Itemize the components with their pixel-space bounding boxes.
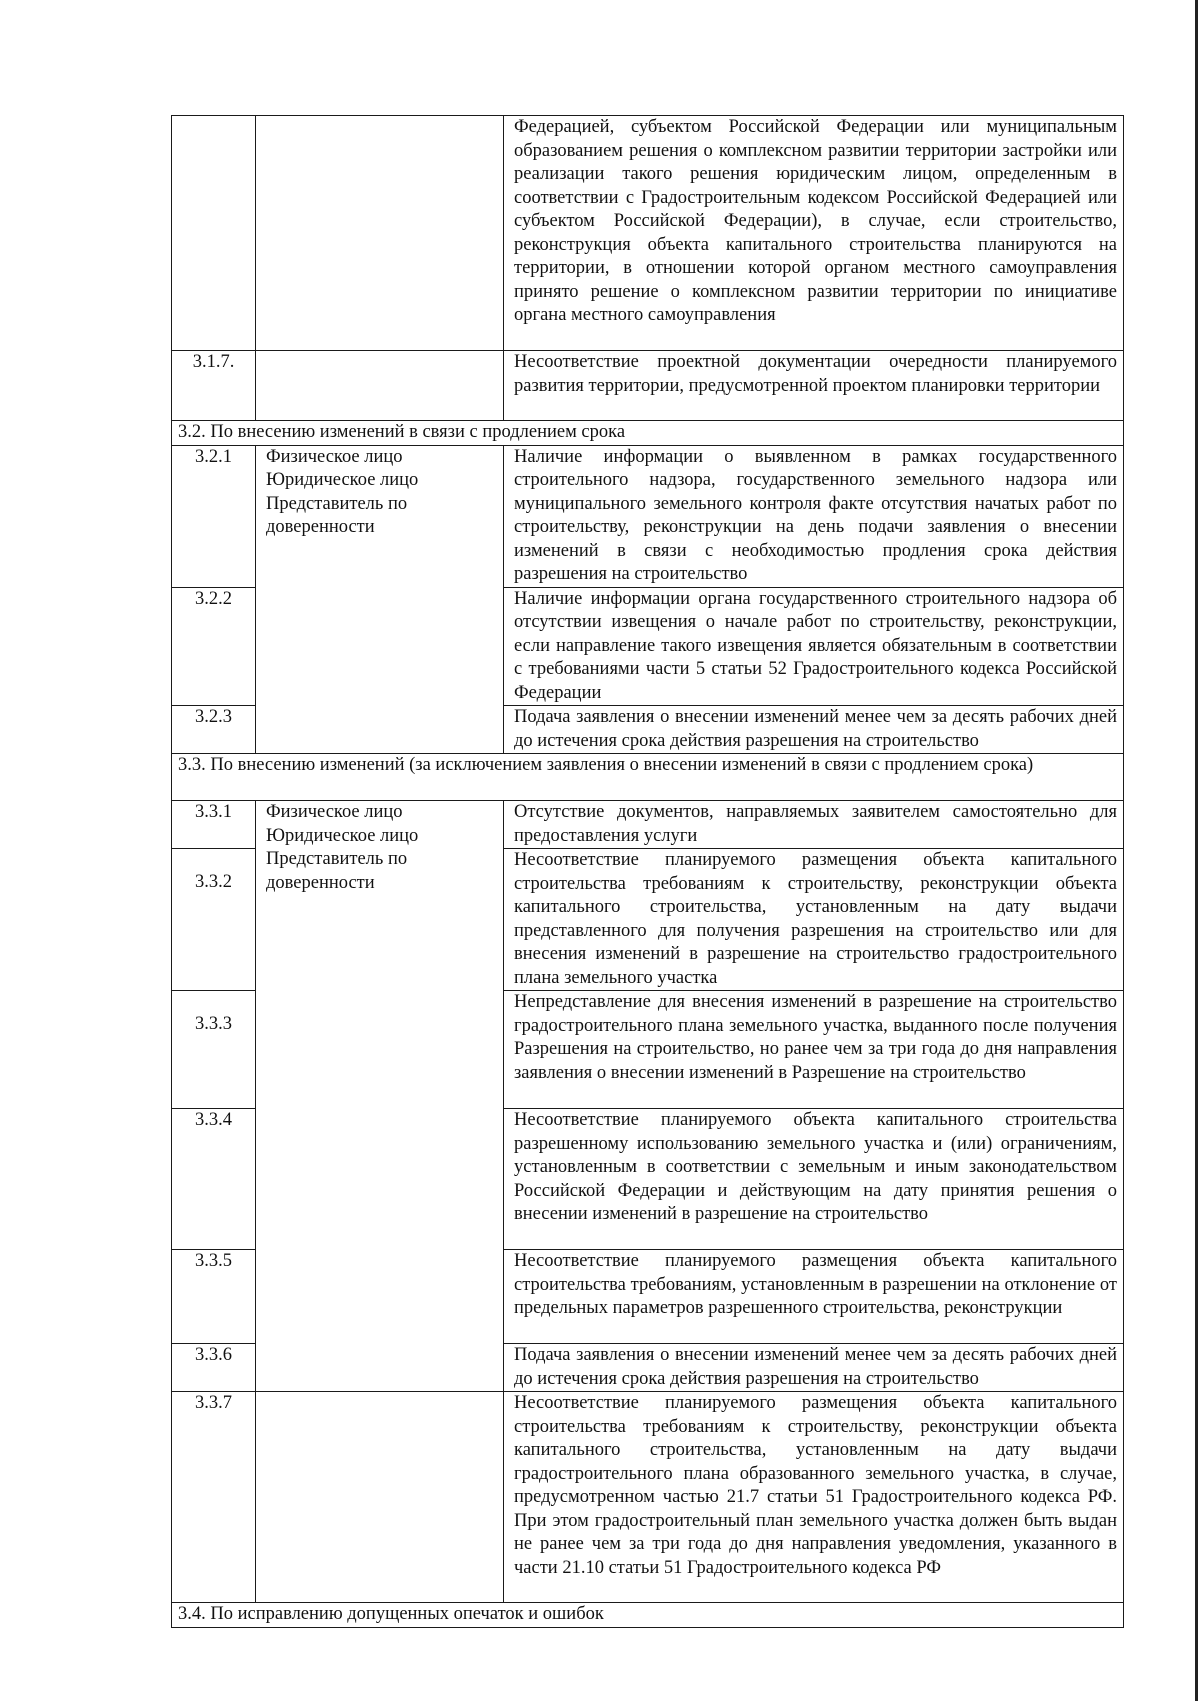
ground-text-cell: Наличие информации о выявленном в рамках государственного строительного надзора, государственного земельного надзора или муниципального земельного контроля факте отсутствия начатых работ по строительству, реконструкции на день подачи заявления о внесении изменений в связи с необходимостью продления срока действия разрешения на строительство	[504, 445, 1124, 587]
applicant-cell	[256, 1392, 504, 1603]
section-heading: 3.2. По внесению изменений в связи с продлением срока	[172, 421, 1124, 446]
applicant-line: доверенности	[266, 872, 375, 893]
number-cell: 3.3.1	[172, 801, 256, 849]
ground-text-cell: Наличие информации органа государственного строительного надзора об отсутствии извещения о начале работ по строительству, реконструкции, если направление такого извещения является обязательным в соответствии с требованиями части 5 статьи 52 Градостроительного кодекса Российской Федерации	[504, 587, 1124, 706]
applicant-line: Представитель по	[266, 849, 408, 869]
applicant-line: доверенности	[266, 517, 375, 537]
table-row	[172, 116, 1124, 351]
number-cell: 3.3.3	[172, 991, 256, 1109]
applicant-line: Юридическое лицо	[266, 825, 419, 846]
applicant-cell	[256, 801, 504, 1392]
section-row	[172, 754, 1124, 801]
applicant-line: Представитель по	[266, 493, 408, 514]
ground-text-cell: Несоответствие проектной документации очередности планируемого развития территории, предусмотренной проектом планировки территории	[504, 351, 1124, 421]
number-cell: 3.3.5	[172, 1250, 256, 1344]
page-edge-line	[1195, 0, 1198, 1701]
number-cell	[172, 116, 256, 351]
ground-text-cell: Несоответствие планируемого объекта капитального строительства разрешенному использованию земельного участка и (или) ограничениям, установленным в соответствии с земельным и иным законодательством Российской Федерации и действующим на дату принятия решения о внесении изменений в разрешение на строительство	[504, 1109, 1124, 1250]
section-row	[172, 1603, 1124, 1628]
ground-text-cell: Несоответствие планируемого размещения объекта капитального строительства требованиям, установленным в разрешении на отклонение от предельных параметров разрешенного строительства, реконструкции	[504, 1250, 1124, 1344]
applicant-cell	[256, 445, 504, 754]
table-row	[172, 1392, 1124, 1603]
ground-text-cell: Отсутствие документов, направляемых заявителем самостоятельно для предоставления услуги	[504, 801, 1124, 849]
table-row	[172, 801, 1124, 849]
number-cell: 3.2.3	[172, 706, 256, 754]
ground-text-cell: Несоответствие планируемого размещения объекта капитального строительства требованиям к строительству, реконструкции объекта капитального строительства, установленным на дату выдачи градостроительного плана образованного земельного участка, в случае, предусмотренном частью 21.7 статьи 51 Градостроительного кодекса РФ. При этом градостроительный план земельного участка должен быть выдан не ранее чем за три года до дня направления уведомления, указанного в части 21.10 статьи 51 Градостроительного кодекса РФ	[504, 1392, 1124, 1603]
number-cell: 3.1.7.	[172, 351, 256, 421]
table-row	[172, 445, 1124, 587]
ground-text-cell: Подача заявления о внесении изменений менее чем за десять рабочих дней до истечения срока действия разрешения на строительство	[504, 1344, 1124, 1392]
table-row	[172, 351, 1124, 421]
grounds-for-refusal-table	[171, 115, 1124, 1628]
ground-text-cell: Несоответствие планируемого размещения объекта капитального строительства требованиям к строительству, реконструкции объекта капитального строительства, установленным на дату выдачи представленного для получения разрешения на строительство или для внесения изменений в разрешение на строительство градостроительного плана земельного участка	[504, 849, 1124, 991]
applicant-line: Физическое лицо	[266, 802, 403, 822]
number-cell: 3.2.1	[172, 445, 256, 587]
section-row	[172, 421, 1124, 446]
number-cell: 3.3.2	[172, 849, 256, 991]
applicant-line: Юридическое лицо	[266, 470, 419, 490]
ground-text-cell: Федерацией, субъектом Российской Федерации или муниципальным образованием решения о комплексном развитии территории застройки или реализации такого решения юридическим лицом, определенным в соответствии с Градостроительным кодексом Российской Федерацией или субъектом Российской Федерации), в случае, если строительство, реконструкция объекта капитального строительства планируются на территории, в отношении которой органом местного самоуправления принято решение о комплексном развитии территории по инициативе органа местного самоуправления	[504, 116, 1124, 351]
applicant-cell	[256, 351, 504, 421]
ground-text-cell: Подача заявления о внесении изменений менее чем за десять рабочих дней до истечения срока действия разрешения на строительство	[504, 706, 1124, 754]
ground-text-cell: Непредставление для внесения изменений в разрешение на строительство градостроительного плана земельного участка, выданного после получения Разрешения на строительство, но ранее чем за три года до дня направления заявления о внесении изменений в Разрешение на строительство	[504, 991, 1124, 1109]
section-heading: 3.3. По внесению изменений (за исключением заявления о внесении изменений в связи с продлением срока)	[172, 754, 1124, 801]
number-cell: 3.3.4	[172, 1109, 256, 1250]
applicant-cell	[256, 116, 504, 351]
applicant-line: Физическое лицо	[266, 446, 403, 467]
number-cell: 3.3.6	[172, 1344, 256, 1392]
number-cell: 3.3.7	[172, 1392, 256, 1603]
number-cell: 3.2.2	[172, 587, 256, 706]
section-heading: 3.4. По исправлению допущенных опечаток и ошибок	[172, 1603, 1124, 1628]
